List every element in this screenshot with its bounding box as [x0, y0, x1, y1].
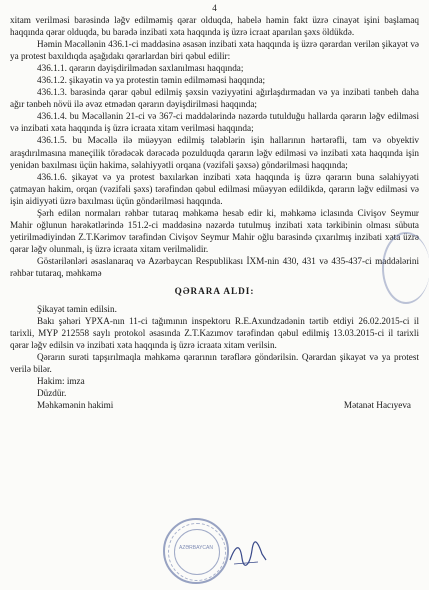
court-seal-stamp	[163, 518, 229, 584]
clause-436-1-3: 436.1.3. barəsində qərar qəbul edilmiş şəxsin vəziyyətini ağırlaşdırmadan və ya inzibati tənbeh daha ağır tənbeh növü ilə əvəz etmədən qərarın dəyişdirilməsi haqqında;	[10, 87, 419, 110]
handwritten-signature	[228, 540, 268, 568]
clause-436-1-5: 436.1.5. bu Məcəllə ilə müəyyən edilmiş tələblərin işin hallarının hərtərəfli, tam və obyektiv araşdırılmasına maneçilik törədəcək dərəcədə pozulduqda qərarın ləğv edilməsi və inzibati xəta haqqında işin yenidən baxılması üçün hakimə, səlahiyyətli orqana (vəzifəli şəxsə) göndərilməsi haqqında;	[10, 135, 419, 170]
decision-item-3: Qərarın surəti tapşırılmaqla məhkəmə qərarının tərəflərə göndərilsin. Qərardan şikayət və ya protest verilə bilər.	[10, 352, 419, 375]
page-number: 4	[212, 3, 217, 13]
signature-note: Hakim: imza	[37, 376, 85, 387]
decision-heading: QƏRARA ALDI:	[174, 286, 255, 297]
paragraph-legal-basis: Göstərilənləri əsaslanaraq və Azərbaycan Respublikası İXM-nin 430, 431 və 435-437-ci maddələrini rəhbər tutaraq, məhkəmə	[10, 255, 419, 278]
decision-item-2: Bakı şəhəri YPXA-nın 11-ci tağımının inspektoru R.E.Axundzadənin tərtib etdiyi 26.02.2015-ci il tarixli, MYP 212558 saylı protokol əsasında Z.T.Kazımov tərəfindən qəbul edilmiş 13.03.2015-ci il tarixli qərar ləğv edilsin və inzibati xəta haqqında iş üzrə icraata xitam verilsin.	[10, 316, 419, 351]
paragraph-article-436: Həmin Məcəllənin 436.1-ci maddəsinə əsasən inzibati xəta haqqında iş üzrə qərardan verilən şikayət və ya protest baxıldıqda aşağıdakı qərarlardan biri qəbul edilir:	[10, 39, 419, 62]
clause-436-1-1: 436.1.1. qərarın dəyişdirilmədən saxlanılması haqqında;	[37, 63, 244, 74]
judge-title: Məhkəmənin hakimi	[37, 400, 114, 411]
document-body	[10, 14, 419, 412]
judge-name: Mətanət Hacıyeva	[343, 400, 411, 411]
decision-item-1: Şikayət təmin edilsin.	[37, 304, 117, 315]
clause-436-1-2: 436.1.2. şikayətin və ya protestin təmin edilməməsi haqqında;	[37, 75, 266, 86]
certified-note: Düzdür.	[37, 388, 67, 399]
seal-label: AZƏRBAYCAN	[179, 545, 213, 551]
clause-436-1-6: 436.1.6. şikayət və ya protest baxılarkən inzibati xəta haqqında iş üzrə qərarın buna səlahiyyəti çatmayan hakim, orqan (vəzifəli şəxs) tərəfindən qəbul edilməsi müəyyən edildikdə, qərarın ləğv edilməsi və işin aidiyyəti üzrə baxılması üçün göndərilməsi haqqında.	[10, 171, 419, 206]
clause-436-1-4: 436.1.4. bu Məcəllənin 21-ci və 367-ci maddələrində nəzərdə tutulduğu hallarda qərarın ləğv edilməsi və inzibati xəta haqqında iş üzrə icraata xitam verilməsi haqqında;	[10, 111, 419, 134]
partial-seal-stamp	[382, 232, 429, 304]
seal-inner-ring	[174, 529, 220, 575]
signature-line	[10, 399, 419, 411]
paragraph-intro: xitam verilməsi barəsində ləğv edilməmiş qərar olduqda, habelə həmin fakt üzrə cinayət işini başlamaq haqqında qərar olduqda, bu barədə inzibati xəta haqqında iş üzrə icraat aparılan şəxs öldükdə.	[10, 15, 419, 38]
paragraph-court-finding: Şərh edilən normaları rəhbər tutaraq məhkəmə hesab edir ki, məhkəmə iclasında Civişov Seymur Mahir oğlunun hərəkətlərində 151.2-ci maddəsinə nəzərdə tutulmuş inzibati xəta tərkibinin olması sübuta yetirilmədiyindən Z.T.Kərimov tərəfindən Civişov Seymur Mahir oğlu barəsində çıxarılmış inzibati xəta üzrə qərar ləğv olunmalı, iş üzrə icraata xitam verilməlidir.	[10, 207, 419, 254]
